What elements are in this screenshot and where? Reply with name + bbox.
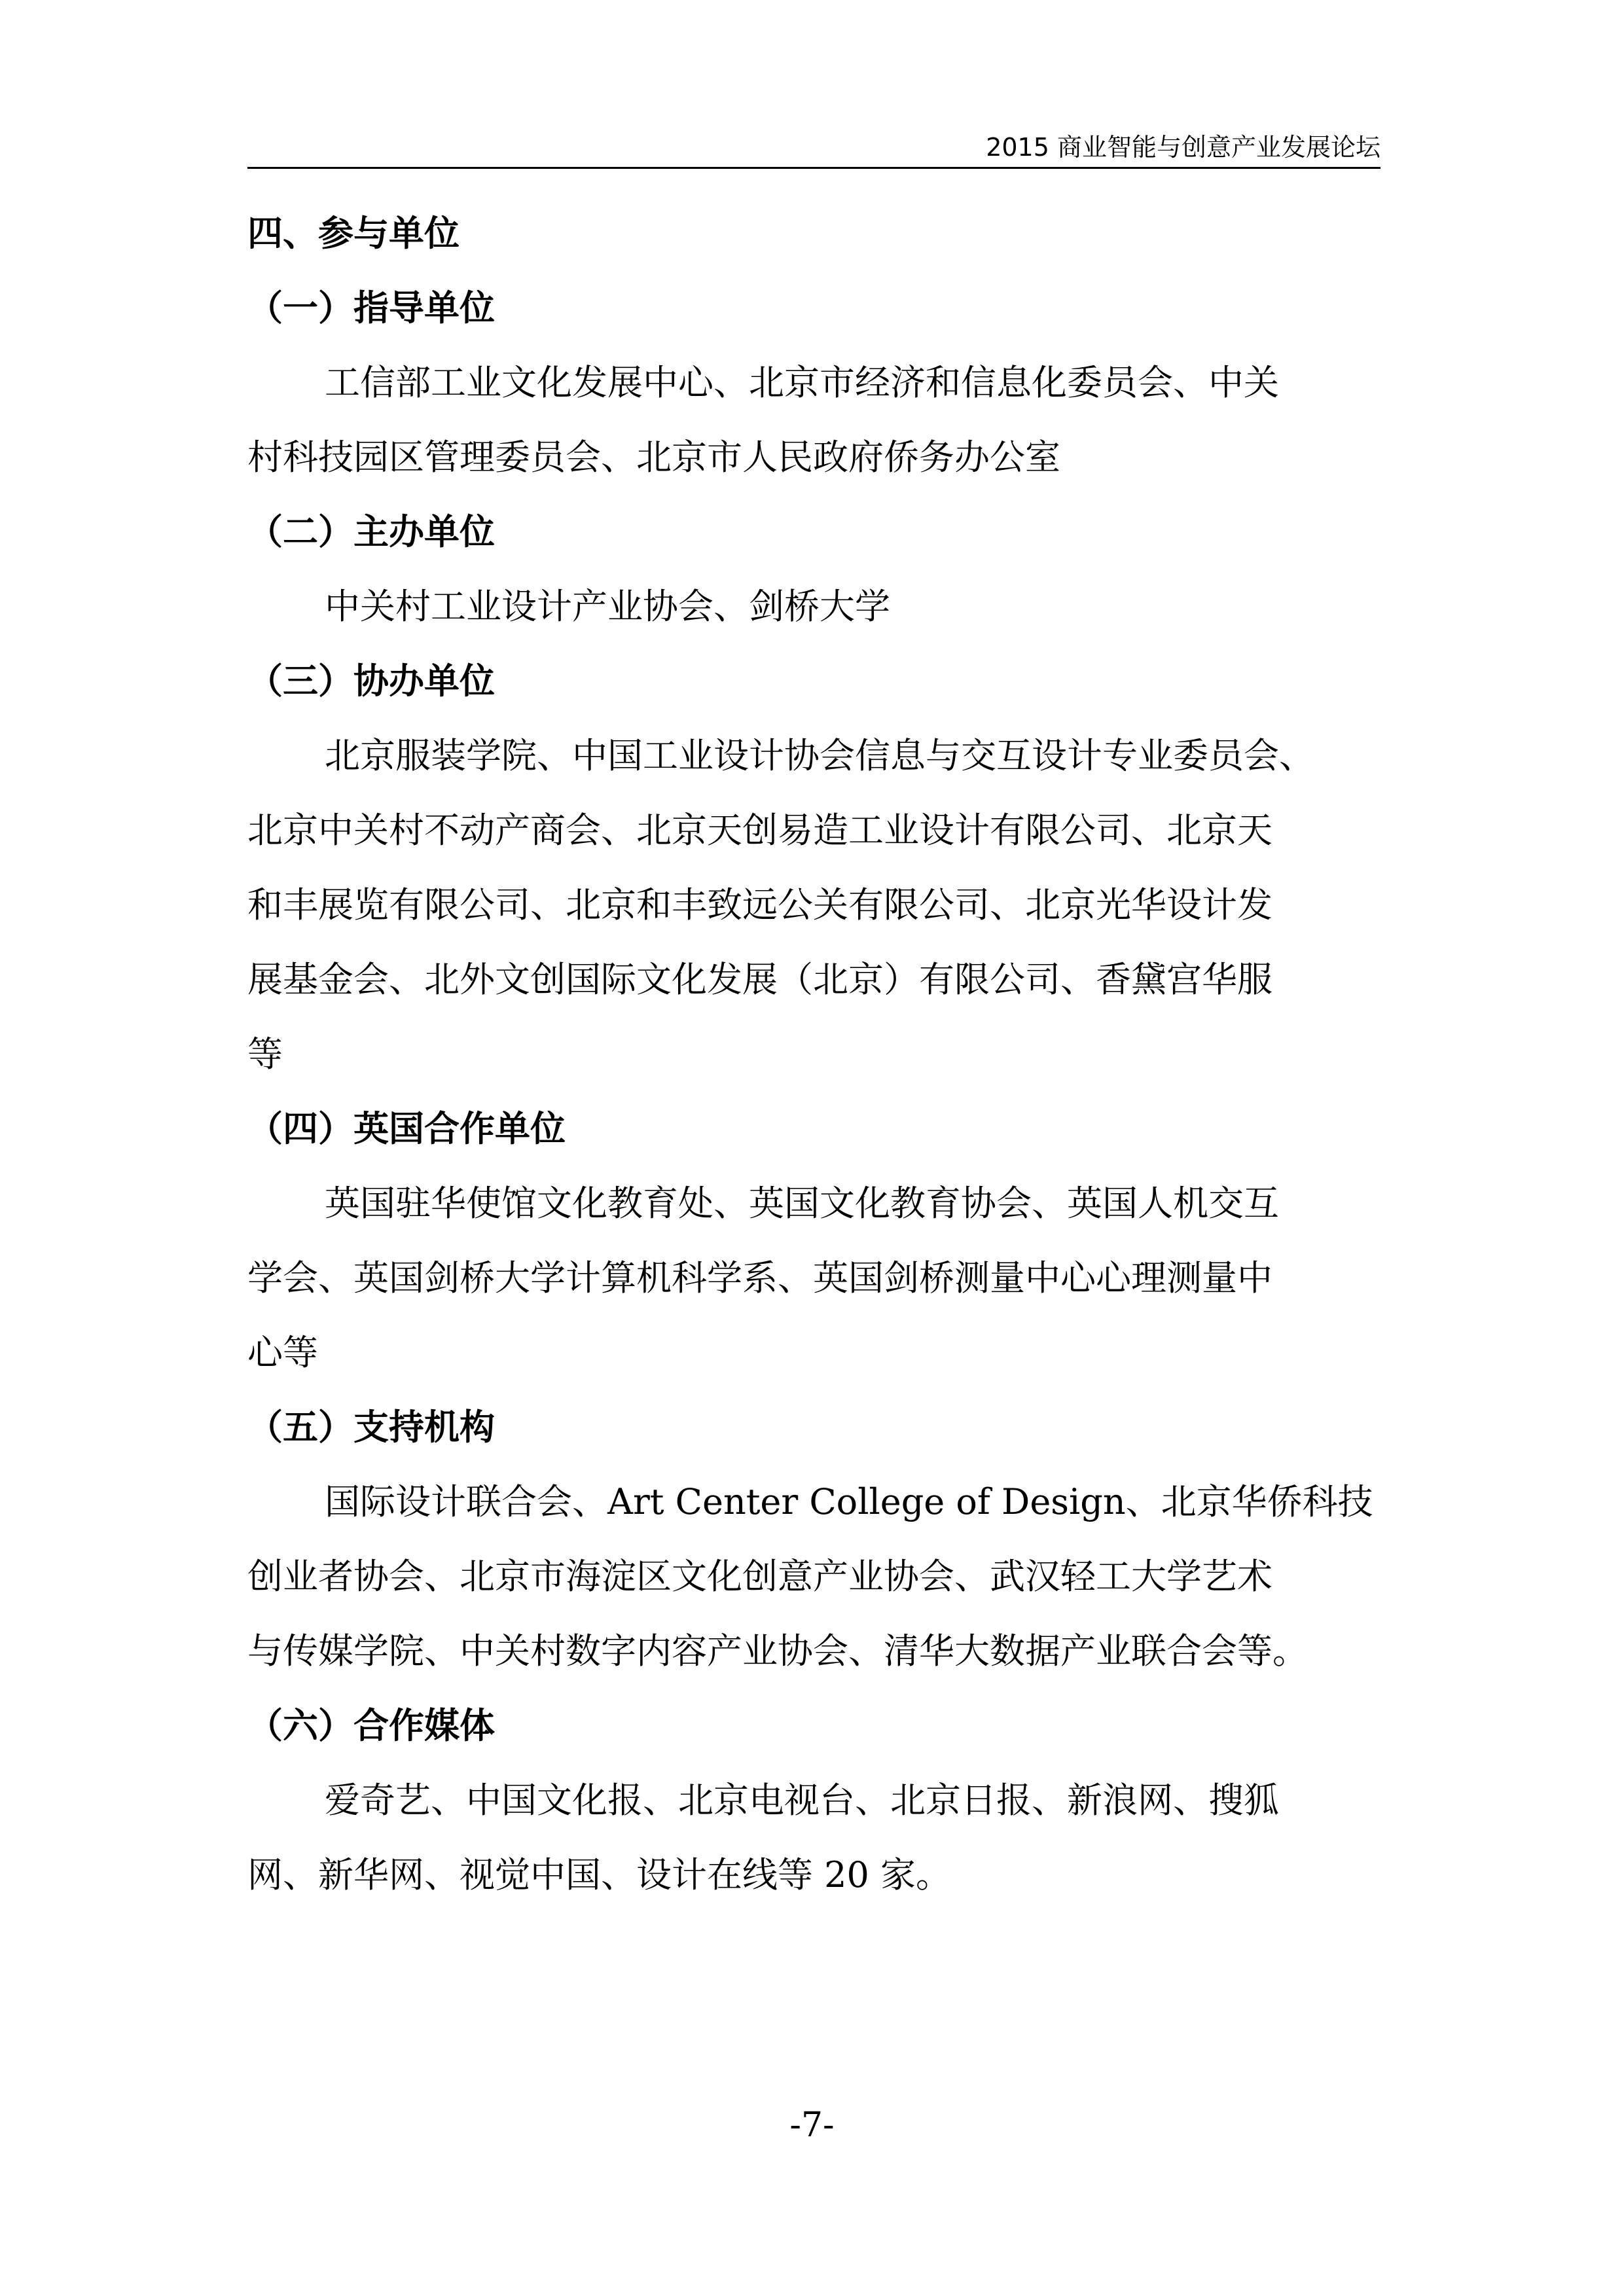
paragraph-line: 展基金会、北外文创国际文化发展（北京）有限公司、香黛宫华服 [247, 959, 1272, 1000]
subsection-title-supporting-organizations: （五）支持机构 [247, 1407, 495, 1448]
page-number: -7- [789, 2106, 835, 2145]
subsection-title-host-units: （二）主办单位 [247, 511, 495, 552]
subsection-title-co-organizers: （三）协办单位 [247, 660, 495, 702]
paragraph-line: 北京中关村不动产商会、北京天创易造工业设计有限公司、北京天 [247, 810, 1272, 851]
subsection-title-uk-partners: （四）英国合作单位 [247, 1108, 566, 1149]
paragraph-media-partners [247, 1763, 1383, 1912]
paragraph-guiding-units [247, 346, 1383, 495]
header-rule [247, 167, 1380, 169]
paragraph-line: 网、新华网、视觉中国、设计在线等 20 家。 [247, 1854, 952, 1895]
paragraph-line: 村科技园区管理委员会、北京市人民政府侨务办公室 [247, 437, 1060, 478]
paragraph-line: 创业者协会、北京市海淀区文化创意产业协会、武汉轻工大学艺术 [247, 1556, 1272, 1597]
paragraph-line: 工信部工业文化发展中心、北京市经济和信息化委员会、中关 [325, 362, 1279, 403]
paragraph-line: 心等 [247, 1332, 318, 1373]
subsection-title-media-partners: （六）合作媒体 [247, 1705, 495, 1746]
paragraph-line: 爱奇艺、中国文化报、北京电视台、北京日报、新浪网、搜狐 [325, 1780, 1279, 1821]
paragraph-uk-partners [247, 1166, 1383, 1390]
section-title: 四、参与单位 [247, 213, 460, 254]
paragraph-line: 英国驻华使馆文化教育处、英国文化教育协会、英国人机交互 [325, 1183, 1279, 1224]
paragraph-line: 学会、英国剑桥大学计算机科学系、英国剑桥测量中心心理测量中 [247, 1257, 1272, 1299]
paragraph-supporting-organizations [247, 1465, 1383, 1689]
paragraph-line: 中关村工业设计产业协会、剑桥大学 [325, 586, 890, 627]
document-body [247, 196, 1383, 1912]
subsection-title-guiding-units: （一）指导单位 [247, 287, 495, 329]
paragraph-line: 和丰展览有限公司、北京和丰致远公关有限公司、北京光华设计发 [247, 884, 1272, 925]
paragraph-line: 与传媒学院、中关村数字内容产业协会、清华大数据产业联合会等。 [247, 1630, 1308, 1672]
paragraph-co-organizers [247, 719, 1383, 1092]
paragraph-line: 国际设计联合会、Art Center College of Design、北京华侨科技 [325, 1481, 1373, 1522]
paragraph-line: 等 [247, 1033, 283, 1075]
paragraph-host-units [247, 569, 1383, 644]
running-header: 2015 商业智能与创意产业发展论坛 [986, 133, 1380, 162]
paragraph-line: 北京服装学院、中国工业设计协会信息与交互设计专业委员会、 [325, 735, 1314, 776]
